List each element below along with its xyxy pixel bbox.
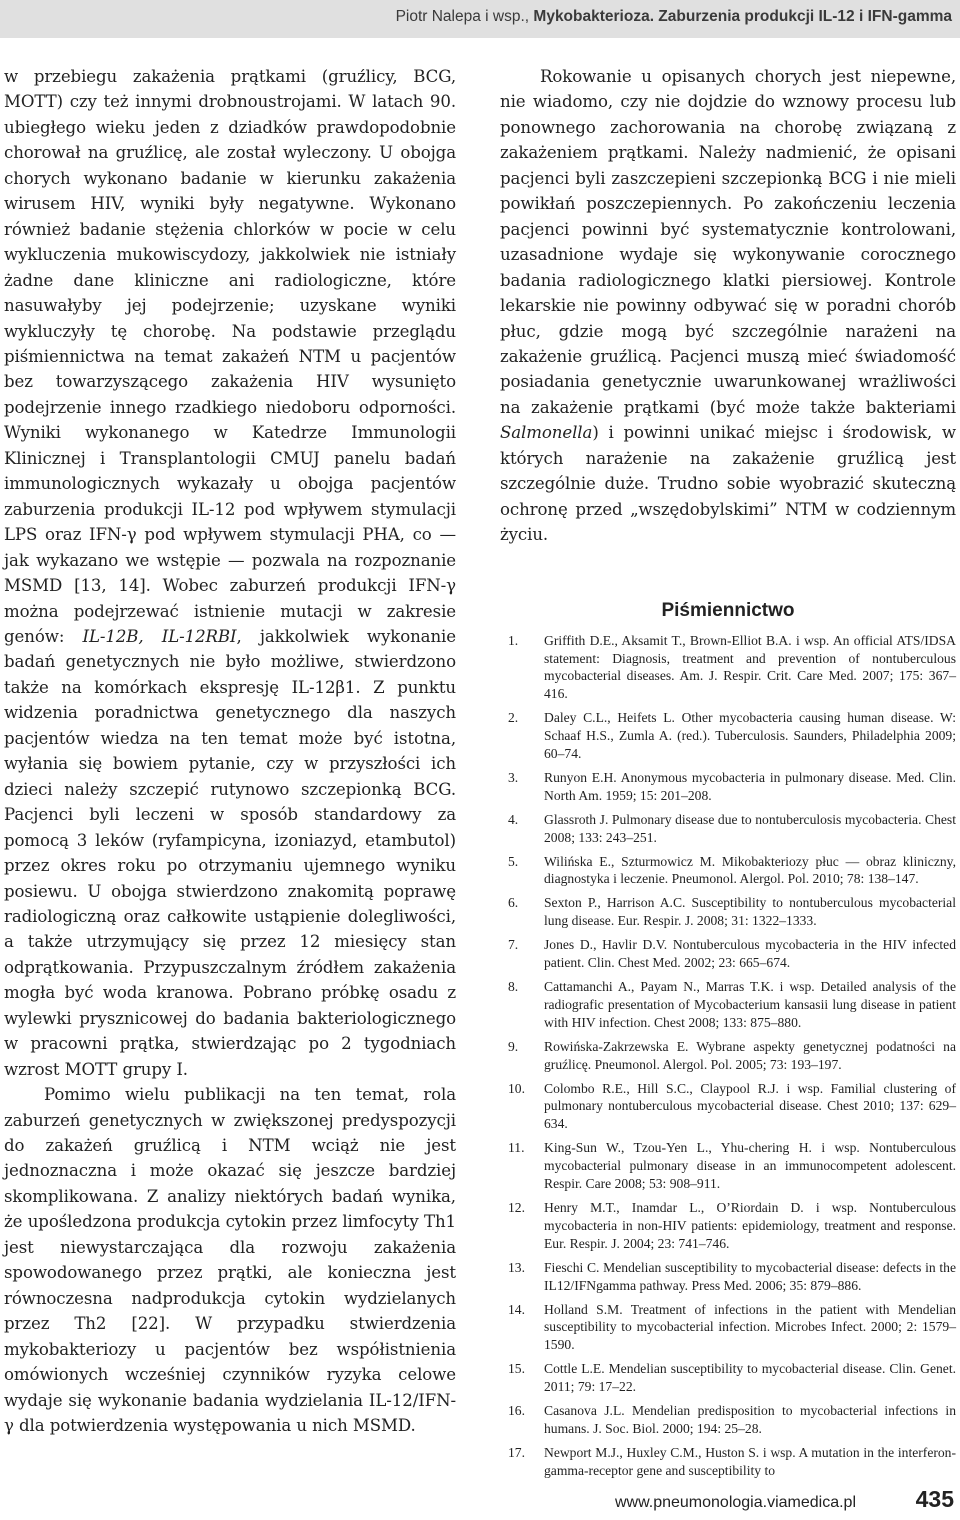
footer-url[interactable]: www.pneumonologia.viamedica.pl [614, 1494, 856, 1511]
left-column [4, 64, 456, 1438]
reference-text: Sexton P., Harrison A.C. Susceptibility to nontuberculous mycobacterial lung disease. Eur. Respir. J. 2008; 31: 1322–1333. [544, 895, 956, 929]
reference-item [500, 1444, 956, 1480]
reference-number: 1. [508, 632, 519, 648]
right-column [500, 64, 956, 1486]
left-paragraph-2: Pomimo wielu publikacji na ten temat, rola zaburzeń genetycznych w zwiększonej predyspozycji do zakażeń gruźlicą i NTM wciąż nie jest jednoznaczna i może okazać się jeszcze bardziej skomplikowana. Z analizy niektórych badań wynika, że upośledzona produkcja cytokin przez limfocyty Th1 jest niewystarczająca dla rozwoju zakażenia spowodowanego przez prątki, ale konieczna jest równoczesna nadprodukcja cytokin wydzielanych przez Th2 [22]. W przypadku stwierdzenia mykobakteriozy u pacjentów bez współistnienia omówionych wcześniej czynników ryzyka celowe wydaje się wykonanie badania wydzielania IL-12/IFN-γ dla potwierdzenia występowania u nich MSMD. [4, 1085, 456, 1436]
reference-item [500, 632, 956, 704]
salmonella-italic: Salmonella [500, 423, 593, 443]
reference-text: Newport M.J., Huxley C.M., Huston S. i wsp. A mutation in the interferon-gamma-receptor gene and susceptibility to [544, 1444, 956, 1478]
reference-item [500, 1139, 956, 1193]
reference-item [500, 894, 956, 930]
reference-text: Glassroth J. Pulmonary disease due to nontuberculosis mycobacteria. Chest 2008; 133: 243–251. [544, 811, 956, 845]
reference-item [500, 853, 956, 889]
reference-item [500, 1402, 956, 1438]
reference-number: 8. [508, 979, 519, 995]
header-authors: Piotr Nalepa i wsp., [395, 8, 530, 25]
reference-text: Fieschi C. Mendelian susceptibility to mycobacterial disease: defects in the IL12/IFNgamma pathway. Press Med. 2006; 35: 879–886. [544, 1259, 956, 1293]
reference-number: 13. [508, 1259, 525, 1275]
right-paragraph-1-continued: ) i powinni unikać miejsc i środowisk, w których narażenie na zakażenie gruźlicą jest szczególnie duże. Trudno sobie wyobrazić skuteczną ochronę przed „wszędobylskimi” NTM w codziennym życiu. [500, 423, 956, 545]
reference-number: 9. [508, 1038, 519, 1054]
reference-text: King-Sun W., Tzou-Yen L., Yhu-chering H. i wsp. Nontuberculous mycobacterial pulmonary disease in an immunocompetent adolescent. Respir. Care 2008; 53: 908–911. [544, 1140, 956, 1192]
reference-text: Colombo R.E., Hill S.C., Claypool R.J. i wsp. Familial clustering of pulmonary nontuberculous mycobacterial disease. Chest 2010; 137: 629–634. [544, 1080, 956, 1132]
reference-text: Rowińska-Zakrzewska E. Wybrane aspekty genetycznej podatności na gruźlicę. Pneumonol. Alergol. Pol. 2005; 73: 193–197. [544, 1038, 956, 1072]
reference-item [500, 811, 956, 847]
reference-text: Runyon E.H. Anonymous mycobacteria in pulmonary disease. Med. Clin. North Am. 1959; 15: 201–208. [544, 769, 956, 803]
reference-item [500, 1199, 956, 1253]
gene-names: IL-12B, IL-12RBI [82, 626, 237, 646]
right-paragraph-1 [500, 64, 956, 548]
reference-item [500, 1080, 956, 1134]
reference-number: 15. [508, 1361, 525, 1377]
reference-text: Henry M.T., Inamdar L., O’Riordain D. i wsp. Nontuberculous mycobacteria in non-HIV patients: epidemiology, treatment and response. Eur. Respir. J. 2004; 23: 741–746. [544, 1199, 956, 1251]
reference-item [500, 1301, 956, 1355]
reference-number: 2. [508, 710, 519, 726]
reference-text: Cottle L.E. Mendelian susceptibility to mycobacterial disease. Clin. Genet. 2011; 79: 17–22. [544, 1361, 956, 1395]
reference-text: Daley C.L., Heifets L. Other mycobacteria causing human disease. W: Schaaf H.S., Zumla A. (red.). Tuberculosis. Saunders, Philadelphia 2009; 60–74. [544, 710, 956, 762]
reference-text: Cattamanchi A., Payam N., Marras T.K. i wsp. Detailed analysis of the radiografic presentation of Mycobacterium kansasii lung disease in patient with HIV infection. Chest 2008; 133: 875–880. [544, 979, 956, 1030]
running-head [0, 0, 960, 38]
reference-number: 10. [508, 1080, 525, 1096]
reference-item [500, 1038, 956, 1074]
reference-number: 4. [508, 811, 519, 827]
reference-text: Wilińska E., Szturmowicz M. Mikobakteriozy płuc — obraz kliniczny, diagnostyka i leczenie. Pneumonol. Alergol. Pol. 2010; 78: 138–147. [544, 853, 956, 887]
reference-item [500, 709, 956, 763]
page-number: 435 [915, 1486, 954, 1512]
reference-text: Holland S.M. Treatment of infections in the patient with Mendelian susceptibility to mycobacterial infection. Microbes Infect. 2000; 2: 1579–1590. [544, 1301, 956, 1353]
reference-number: 11. [508, 1140, 525, 1156]
reference-number: 5. [508, 853, 519, 869]
references-heading: Piśmiennictwo [661, 599, 795, 621]
reference-number: 6. [508, 895, 519, 911]
reference-item [500, 936, 956, 972]
reference-number: 7. [508, 937, 519, 953]
reference-text: Griffith D.E., Aksamit T., Brown-Elliot B.A. i wsp. An official ATS/IDSA statement: Diagnosis, treatment and prevention of nontuberculous mycobacterial diseases. Am. J. Respir. Crit. Care Med. 2007; 175: 367–416. [544, 632, 956, 702]
left-paragraph-1-continued: , jakkolwiek wykonanie badań genetycznych nie było możliwe, stwierdzono także na komórkach ekspresję IL-12β1. Z punktu widzenia poradnictwa genetycznego dla naszych pacjentów wiedza na ten temat może być istotna, wyłania się bowiem pytanie, czy w przyszłości ich dzieci należy szczepić rutynowo szczepionką BCG. Pacjenci byli leczeni w sposób standardowy za pomocą 3 leków (ryfampicyna, izoniazyd, etambutol) przez okres roku po otrzymaniu ujemnego wyniku posiewu. U obojga stwierdzono znakomitą poprawę radiologiczną oraz całkowite ustąpienie dolegliwości, a także utrzymujący się przez 12 miesięcy stan odprątkowania. Przypuszczalnym źródłem zakażenia mogła być woda kranowa. Pobrano próbkę osadu z wylewki prysznicowej do badania bakteriologicznego w pracowni prątka, stwierdzając po 2 tygodniach wzrost MOTT grupy I. [4, 626, 456, 1079]
header-title: Mykobakterioza. Zaburzenia produkcji IL-12 i IFN-gamma [533, 8, 952, 25]
left-paragraph-1-text: w przebiegu zakażenia prątkami (gruźlicy, BCG, MOTT) czy też innymi drobnoustrojami. W latach 90. ubiegłego wieku jeden z dziadków prawdopodobnie chorował na gruźlicę, ale został wyleczony. U obojga chorych wykonano badanie w kierunku zakażenia wirusem HIV, wyniki były negatywne. Wykonano również badanie stężenia chlorków w pocie w celu wykluczenia mukowiscydozy, jakkolwiek nie istniały żadne dane kliniczne ani radiologiczne, które nasuwałyby jej podejrzenie; uzyskane wyniki wykluczyły tę chorobę. Na podstawie przeglądu piśmiennictwa na temat zakażeń NTM u pacjentów bez towarzyszącego zakażenia HIV wysunięto podejrzenie innego rzadkiego niedoboru odporności. Wyniki wykonanego w Katedrze Immunologii Klinicznej i Transplantologii CMUJ panelu badań immunologicznych wykazały u obojga pacjentów zaburzenia produkcji IL-12 pod wpływem stymulacji LPS oraz IFN-γ pod wpływem stymulacji PHA, co — jak wykazano we wstępie — pozwala na rozpoznanie MSMD [13, 14]. Wobec zaburzeń produkcji IFN-γ można podejrzewać istnienie mutacji w zakresie genów: [4, 67, 456, 646]
left-paragraph-1 [4, 64, 456, 1082]
reference-item [500, 978, 956, 1032]
reference-text: Jones D., Havlir D.V. Nontuberculous mycobacteria in the HIV infected patient. Clin. Chest Med. 2002; 23: 665–674. [544, 937, 956, 971]
reference-item [500, 1360, 956, 1396]
reference-item [500, 769, 956, 805]
right-paragraph-1-text: Rokowanie u opisanych chorych jest niepewne, nie wiadomo, czy nie dojdzie do wznowy procesu lub ponownego zachorowania na chorobę związaną z zakażeniem prątkami. Należy nadmienić, że opisani pacjenci byli zaszczepieni szczepionką BCG i nie mieli powikłań poszczepiennych. Po zakończeniu leczenia pacjenci powinni być systematycznie kontrolowani, uzasadnione wydaje się wykonywanie corocznego badania radiologicznego klatki piersiowej. Kontrole lekarskie nie powinny odbywać się w poradni chorób płuc, gdzie mogą być szczególnie narażeni na zakażenie gruźlicą. Pacjenci muszą mieć świadomość posiadania genetycznie uwarunkowanej wrażliwości na zakażenie prątkami (być może także bakteriami [500, 67, 956, 417]
reference-number: 3. [508, 769, 519, 785]
references-list [500, 632, 956, 1480]
reference-number: 16. [508, 1403, 525, 1419]
reference-number: 17. [508, 1444, 525, 1460]
reference-text: Casanova J.L. Mendelian predisposition to mycobacterial infections in humans. J. Soc. Biol. 2000; 194: 25–28. [544, 1403, 956, 1436]
reference-number: 12. [508, 1199, 525, 1215]
reference-number: 14. [508, 1301, 525, 1317]
reference-item [500, 1259, 956, 1295]
